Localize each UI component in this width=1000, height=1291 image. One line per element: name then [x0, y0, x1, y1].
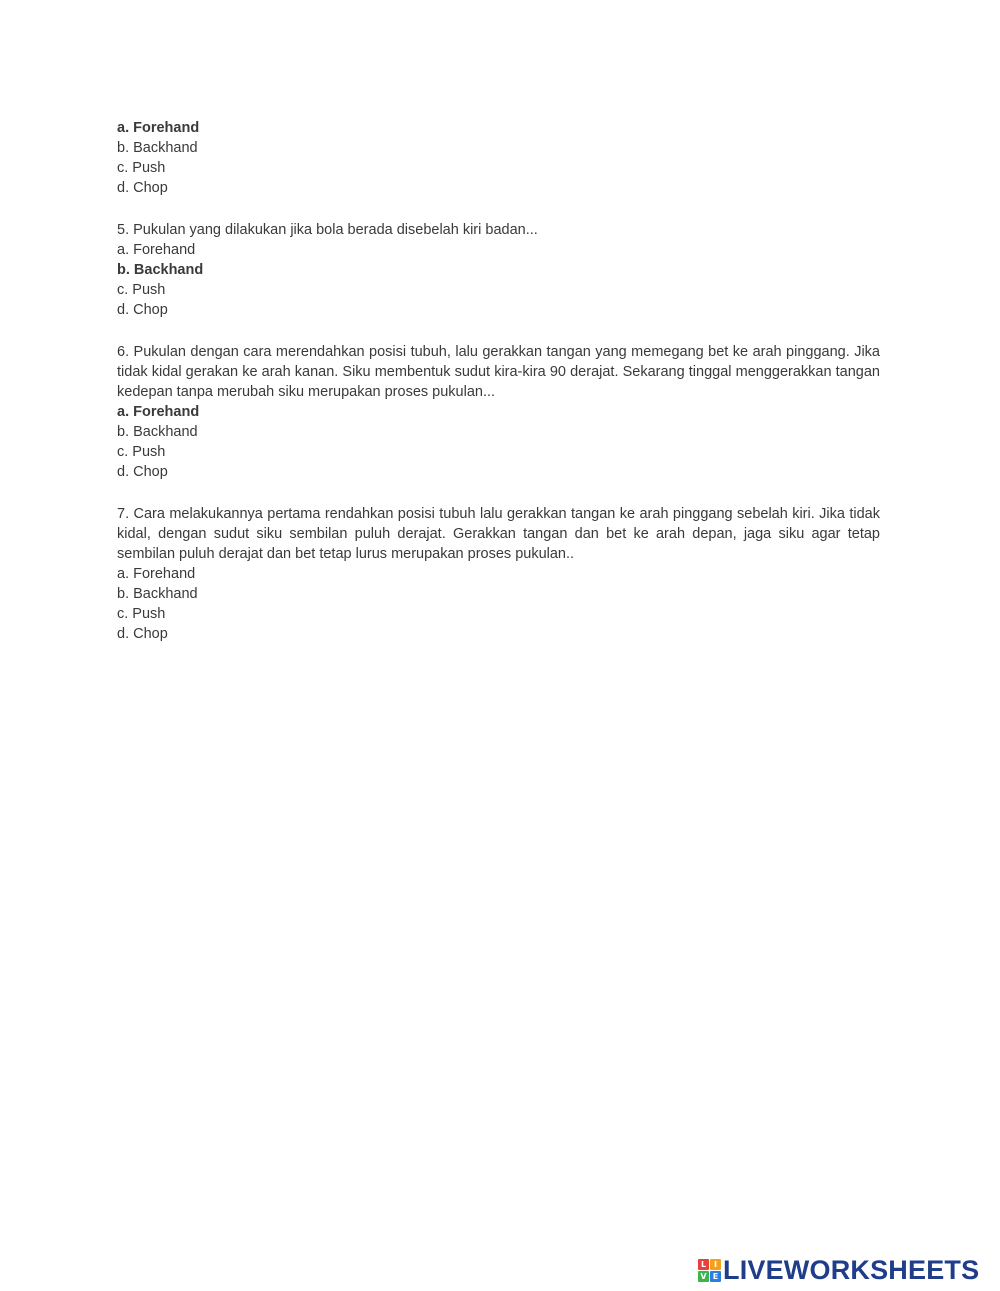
liveworksheets-logo [698, 1256, 979, 1284]
worksheet-content [117, 118, 880, 666]
question-text-7: 7. Cara melakukannya pertama rendahkan posisi tubuh lalu gerakkan tangan ke arah pinggang sebelah kiri. Jika tidak kidal, dengan sudut siku sembilan puluh derajat. Gerakkan tangan dan bet ke arah depan, jaga siku agar tetap sembilan puluh derajat dan bet tetap lurus merupakan proses pukulan.. [117, 506, 880, 562]
option-b[interactable]: b. Backhand [117, 140, 198, 156]
option-b[interactable]: b. Backhand [117, 262, 204, 278]
question-text-5: 5. Pukulan yang dilakukan jika bola berada disebelah kiri badan... [117, 222, 538, 238]
logo-mark-letter: I [710, 1259, 721, 1270]
option-b[interactable]: b. Backhand [117, 424, 198, 440]
option-c[interactable]: c. Push [117, 606, 166, 622]
option-d[interactable]: d. Chop [117, 302, 168, 318]
logo-mark-letter: L [698, 1259, 709, 1270]
question-block-6 [117, 342, 880, 482]
option-d[interactable]: d. Chop [117, 464, 168, 480]
logo-mark-letter: E [710, 1271, 721, 1282]
option-a[interactable]: a. Forehand [117, 566, 196, 582]
option-d[interactable]: d. Chop [117, 180, 168, 196]
question-text-6: 6. Pukulan dengan cara merendahkan posisi tubuh, lalu gerakkan tangan yang memegang bet ke arah pinggang. Jika tidak kidal gerakan ke arah kanan. Siku membentuk sudut kira-kira 90 derajat. Sekarang tinggal menggerakkan tangan kedepan tanpa merubah siku merupakan proses pukulan... [117, 344, 880, 400]
option-a[interactable]: a. Forehand [117, 242, 196, 258]
option-d[interactable]: d. Chop [117, 626, 168, 642]
logo-text: LIVEWORKSHEETS [723, 1255, 980, 1285]
question-block-5 [117, 220, 880, 320]
option-a[interactable]: a. Forehand [117, 120, 200, 136]
option-b[interactable]: b. Backhand [117, 586, 198, 602]
logo-mark-icon [698, 1259, 721, 1282]
question-block-7 [117, 504, 880, 644]
option-c[interactable]: c. Push [117, 282, 166, 298]
option-c[interactable]: c. Push [117, 160, 166, 176]
option-c[interactable]: c. Push [117, 444, 166, 460]
logo-mark-letter: V [698, 1271, 709, 1282]
option-a[interactable]: a. Forehand [117, 404, 200, 420]
question-block [117, 118, 880, 198]
